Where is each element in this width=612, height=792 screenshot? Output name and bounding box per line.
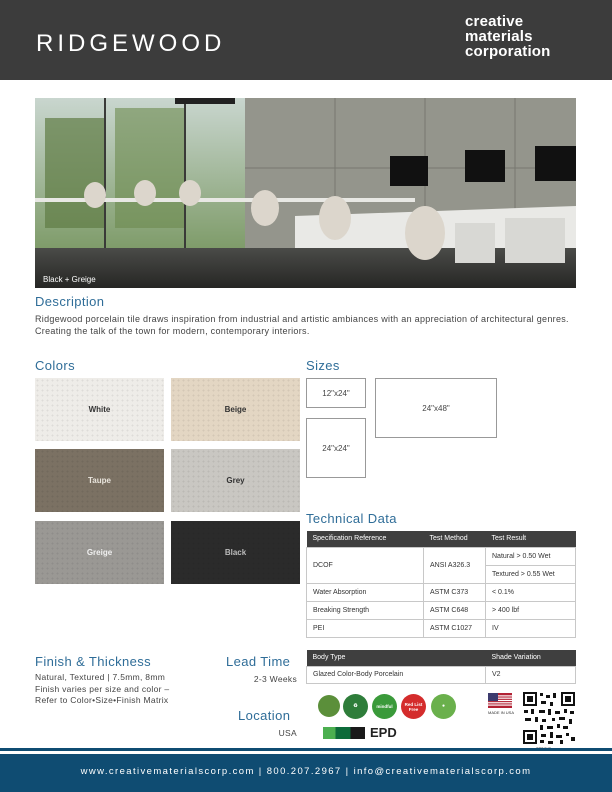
- hero-image: [35, 98, 576, 288]
- size-24x48: 24"x48": [375, 378, 497, 438]
- table-cell: DCOF: [307, 547, 424, 583]
- color-swatch-label: Greige: [86, 548, 113, 557]
- finish-text: [35, 672, 169, 707]
- declare-icon: ●: [431, 694, 456, 719]
- company-logo: [465, 14, 551, 59]
- qr-code-icon: [522, 691, 576, 745]
- finish-line-3: Refer to Color•Size•Finish Matrix: [35, 695, 169, 705]
- table-row: [307, 547, 576, 565]
- product-title: RIDGEWOOD: [36, 30, 226, 57]
- color-swatch-label: Black: [224, 548, 247, 557]
- finish-line-2: Finish varies per size and color –: [35, 683, 170, 694]
- technical-data-heading: Technical Data: [306, 511, 397, 526]
- table-header-row: [307, 531, 576, 547]
- column-header: Test Result: [486, 531, 576, 547]
- table-cell: PEI: [307, 619, 424, 637]
- table-header-row: [307, 650, 576, 666]
- colors-heading: Colors: [35, 358, 75, 373]
- color-swatch-beige: [171, 378, 300, 441]
- color-swatch-label: Beige: [224, 405, 247, 414]
- footer-contact: www.creativematerialscorp.com | 800.207.2967 | info@creativematerialscorp.com: [80, 766, 532, 777]
- technical-data-table: [306, 531, 576, 638]
- company-line-2: materials: [465, 28, 533, 45]
- column-header: Body Type: [307, 650, 486, 666]
- table-cell: ASTM C1027: [424, 619, 486, 637]
- color-swatch-greige: [35, 521, 164, 584]
- made-in-usa-label: MADE IN USA: [487, 710, 514, 715]
- table-cell: Water Absorption: [307, 583, 424, 601]
- color-swatch-label: Taupe: [88, 476, 111, 485]
- epd-color-bar-icon: [323, 727, 365, 739]
- location-heading: Location: [238, 708, 291, 723]
- recycle-icon: ♻: [343, 694, 368, 719]
- color-swatch-black: [171, 521, 300, 584]
- table-cell: > 400 lbf: [486, 601, 576, 619]
- size-24x24: 24"x24": [306, 418, 366, 478]
- table-cell: V2: [486, 666, 576, 683]
- usgbc-leaf-icon: [318, 695, 340, 717]
- lead-time-value: 2-3 Weeks: [253, 674, 297, 684]
- sizes-heading: Sizes: [306, 358, 340, 373]
- table-cell: ASTM C648: [424, 601, 486, 619]
- color-swatch-taupe: [35, 449, 164, 512]
- company-line-3: corporation: [465, 43, 551, 60]
- body-type-table: [306, 650, 576, 684]
- usa-flag-icon: [488, 693, 512, 708]
- table-cell: IV: [486, 619, 576, 637]
- epd-label: EPD: [370, 725, 397, 740]
- table-row: [307, 583, 576, 601]
- table-cell: Glazed Color-Body Porcelain: [307, 666, 486, 683]
- footer-rule: [0, 748, 612, 751]
- table-cell: < 0.1%: [486, 583, 576, 601]
- column-header: Specification Reference: [307, 531, 424, 547]
- header-bar: [0, 0, 612, 80]
- table-cell: ASTM C373: [424, 583, 486, 601]
- hero-caption: Black + Greige: [43, 275, 96, 284]
- table-cell: Natural > 0.50 Wet: [486, 547, 576, 565]
- lead-time-heading: Lead Time: [226, 654, 291, 669]
- company-line-1: creative: [465, 13, 524, 30]
- location-value: USA: [278, 728, 297, 738]
- color-swatch-label: White: [88, 405, 111, 414]
- description-text: Ridgewood porcelain tile draws inspiration from industrial and artistic ambiances with an appreciation of architectural genres. Creating the talk of the town for modern, contemporary interiors.: [35, 314, 569, 336]
- red-list-free-badge-icon: Red List Free: [401, 694, 426, 719]
- table-cell: Textured > 0.55 Wet: [486, 565, 576, 583]
- table-row: [307, 666, 576, 683]
- color-swatch-white: [35, 378, 164, 441]
- color-swatch-label: Grey: [226, 476, 245, 485]
- table-cell: Breaking Strength: [307, 601, 424, 619]
- color-swatch-grey: [171, 449, 300, 512]
- finish-line-1: Natural, Textured | 7.5mm, 8mm: [35, 672, 166, 682]
- table-row: [307, 619, 576, 637]
- table-row: [307, 601, 576, 619]
- table-cell: ANSI A326.3: [424, 547, 486, 583]
- mindful-badge-icon: mindful: [372, 694, 397, 719]
- finish-heading: Finish & Thickness: [35, 654, 152, 669]
- column-header: Test Method: [424, 531, 486, 547]
- office-scene-illustration: [35, 98, 576, 288]
- column-header: Shade Variation: [486, 650, 576, 666]
- description-heading: Description: [35, 294, 105, 309]
- size-12x24: 12"x24": [306, 378, 366, 408]
- footer-bar: [0, 754, 612, 792]
